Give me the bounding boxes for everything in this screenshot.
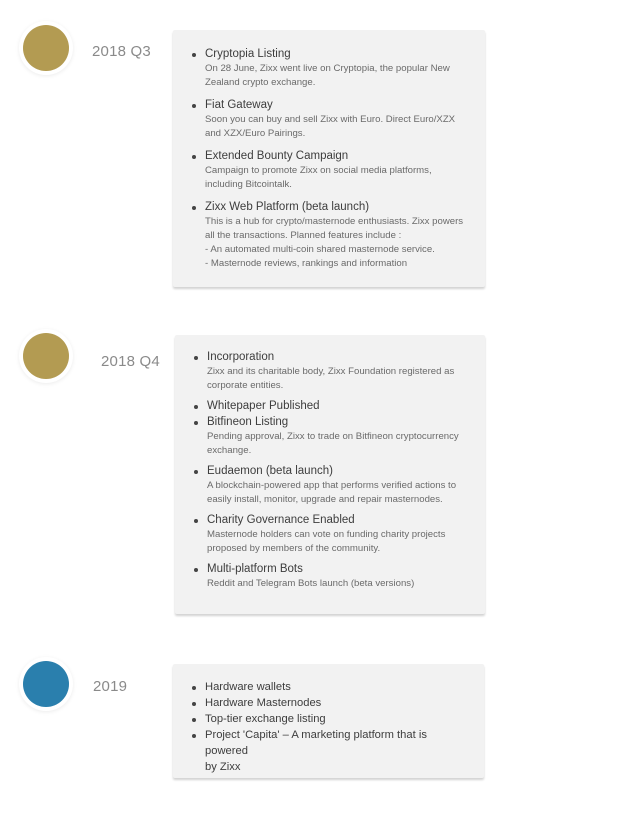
milestone-description: Pending approval, Zixx to trade on Bitfineon cryptocurrency exchange.: [207, 431, 459, 456]
list-item: [205, 679, 470, 695]
list-item: [205, 199, 471, 271]
milestone-list: [183, 679, 470, 775]
milestone-description: This is a hub for crypto/masternode enthusiasts. Zixx powers all the transactions. Planned features include : - An automated multi-coin shared masternode service. - Masternode reviews, rankings and information: [205, 216, 464, 269]
milestone-title: Project 'Capita' – A marketing platform that is powered by Zixx: [205, 729, 427, 773]
milestone-description: Masternode holders can vote on funding charity projects proposed by members of the community.: [207, 529, 446, 554]
milestone-title: Cryptopia Listing: [205, 48, 291, 60]
list-item: [207, 463, 471, 507]
list-item: [207, 398, 471, 414]
milestone-description: A blockchain-powered app that performs verified actions to easily install, monitor, upgrade and repair masternodes.: [207, 480, 457, 505]
list-item: [205, 97, 471, 141]
phase-label: 2018 Q4: [101, 353, 160, 370]
list-item: [207, 349, 471, 393]
phase-card: [173, 664, 484, 778]
milestone-description: Soon you can buy and sell Zixx with Euro. Direct Euro/XZX and XZX/Euro Pairings.: [205, 114, 456, 139]
list-item: [207, 561, 471, 591]
milestone-title: Extended Bounty Campaign: [205, 150, 349, 162]
milestone-title: Charity Governance Enabled: [207, 514, 355, 526]
list-item: [205, 695, 470, 711]
milestone-title: Top-tier exchange listing: [205, 713, 326, 725]
list-item: [207, 414, 471, 458]
list-item: [207, 512, 471, 556]
milestone-list: [185, 349, 471, 591]
milestone-title: Incorporation: [207, 351, 275, 363]
list-item: [205, 148, 471, 192]
milestone-list: [183, 46, 471, 271]
phase-card: [173, 30, 485, 287]
list-item: [205, 46, 471, 90]
milestone-description: Zixx and its charitable body, Zixx Foundation registered as corporate entities.: [207, 366, 455, 391]
milestone-description: On 28 June, Zixx went live on Cryptopia, the popular New Zealand crypto exchange.: [205, 63, 450, 88]
milestone-title: Whitepaper Published: [207, 400, 320, 412]
timeline-marker-blue: [23, 661, 69, 707]
phase-label: 2018 Q3: [92, 43, 151, 60]
milestone-title: Zixx Web Platform (beta launch): [205, 201, 370, 213]
phase-label: 2019: [93, 678, 128, 695]
milestone-title: Multi-platform Bots: [207, 563, 303, 575]
milestone-description: Reddit and Telegram Bots launch (beta versions): [207, 578, 415, 589]
milestone-title: Fiat Gateway: [205, 99, 273, 111]
milestone-title: Hardware wallets: [205, 681, 291, 693]
milestone-description: Campaign to promote Zixx on social media platforms, including Bitcointalk.: [205, 165, 432, 190]
list-item: [205, 727, 470, 775]
timeline-marker-gold: [23, 25, 69, 71]
list-item: [205, 711, 470, 727]
timeline-marker-gold: [23, 333, 69, 379]
milestone-title: Hardware Masternodes: [205, 697, 322, 709]
milestone-title: Bitfineon Listing: [207, 416, 289, 428]
phase-card: [175, 335, 485, 614]
milestone-title: Eudaemon (beta launch): [207, 465, 333, 477]
